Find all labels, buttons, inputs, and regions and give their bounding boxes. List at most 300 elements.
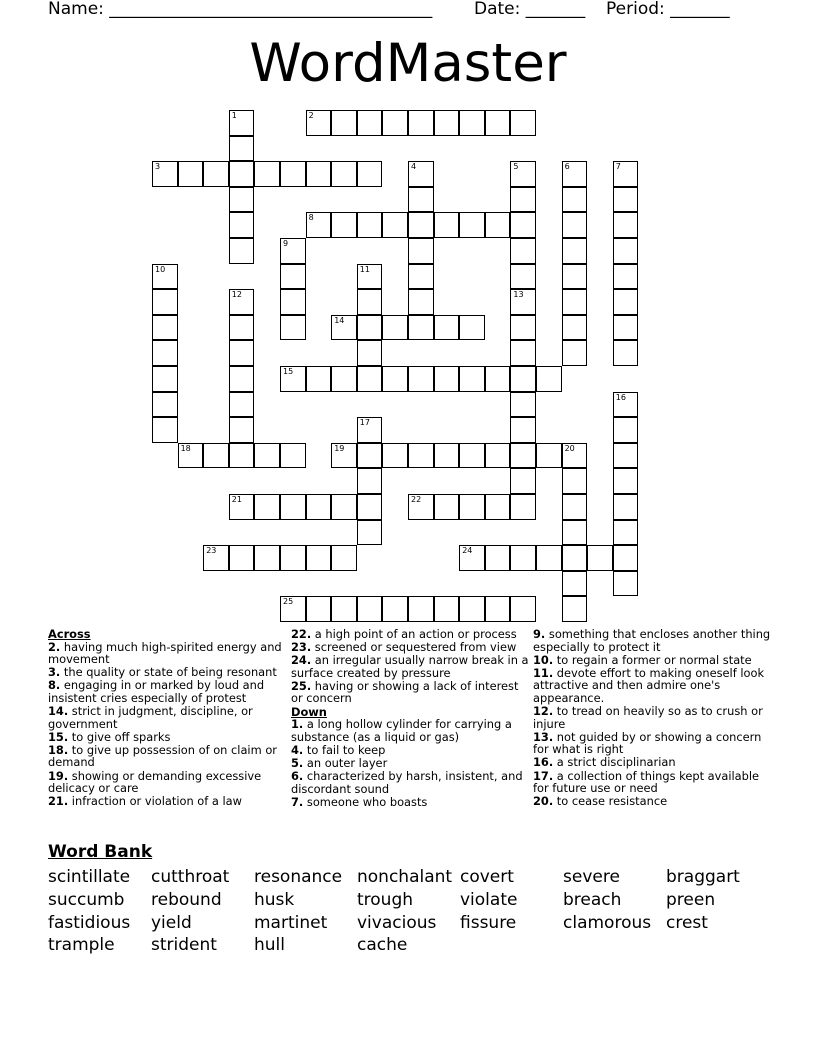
- clue-text: a collection of things kept available for future use or need: [533, 768, 760, 796]
- grid-cell[interactable]: [229, 289, 255, 315]
- grid-cell[interactable]: [562, 596, 588, 622]
- grid-cell[interactable]: [459, 596, 485, 622]
- grid-cell[interactable]: [331, 161, 357, 187]
- clue-text: devote effort to making oneself look attractive and then admire one's appearance.: [533, 665, 765, 705]
- grid-cell[interactable]: [562, 264, 588, 290]
- grid-cell[interactable]: [510, 315, 536, 341]
- clue-number-label: 4.: [291, 742, 304, 757]
- word-bank-item: scintillate: [48, 867, 131, 887]
- grid-cell[interactable]: [510, 340, 536, 366]
- grid-cell[interactable]: [562, 187, 588, 213]
- word-bank-item: rebound: [151, 889, 222, 910]
- clue-text: infraction or violation of a law: [68, 794, 242, 809]
- clue-number: 20: [564, 443, 575, 453]
- grid-cell[interactable]: [485, 443, 511, 469]
- clue-number-label: 13.: [533, 729, 554, 744]
- clue-text: something that encloses another thing especially to protect it: [533, 627, 771, 654]
- grid-cell[interactable]: [613, 289, 639, 315]
- grid-cell[interactable]: [357, 443, 383, 469]
- clue-number: 14: [334, 315, 345, 325]
- page-title: WordMaster: [249, 33, 567, 94]
- grid-cell[interactable]: [408, 264, 434, 290]
- clue-item: [291, 718, 531, 743]
- grid-cell[interactable]: [510, 366, 536, 392]
- period-field-label[interactable]: Period: _______: [606, 0, 730, 19]
- grid-cell[interactable]: [280, 494, 306, 520]
- word-bank-item: martinet: [254, 912, 328, 933]
- clue-number-label: 14.: [48, 704, 69, 719]
- grid-cell[interactable]: [408, 315, 434, 341]
- grid-cell[interactable]: [613, 417, 639, 443]
- word-bank-item: braggart: [666, 867, 740, 887]
- grid-cell[interactable]: [562, 468, 588, 494]
- clue-number: 6: [564, 162, 570, 172]
- grid-cell[interactable]: [357, 289, 383, 315]
- clue-item: [48, 641, 288, 666]
- grid-cell[interactable]: [408, 289, 434, 315]
- grid-cell[interactable]: [408, 187, 434, 213]
- clue-text: to regain a former or normal state: [553, 652, 752, 667]
- across-heading: Across: [48, 627, 91, 641]
- grid-cell[interactable]: [408, 596, 434, 622]
- clue-column-3: [533, 628, 773, 808]
- clue-text: screened or sequestered from view: [311, 640, 517, 655]
- clue-item: [533, 628, 773, 653]
- clue-text: to tread on heavily so as to crush or injure: [533, 704, 763, 731]
- grid-cell[interactable]: [613, 238, 639, 264]
- grid-cell[interactable]: [331, 443, 357, 469]
- clue-text: a long hollow cylinder for carrying a substance (as a liquid or gas): [291, 717, 512, 744]
- grid-cell[interactable]: [229, 161, 255, 187]
- grid-cell[interactable]: [357, 596, 383, 622]
- grid-cell[interactable]: [306, 596, 332, 622]
- clue-item: [291, 770, 531, 795]
- clue-number: 19: [334, 443, 345, 453]
- word-bank-item: trample: [48, 935, 115, 956]
- clue-item: [533, 705, 773, 730]
- grid-cell[interactable]: [434, 443, 460, 469]
- grid-cell[interactable]: [229, 110, 255, 136]
- grid-cell[interactable]: [229, 545, 255, 571]
- grid-cell[interactable]: [357, 315, 383, 341]
- clue-text: someone who boasts: [303, 794, 428, 809]
- clue-number-label: 11.: [533, 665, 554, 680]
- grid-cell[interactable]: [357, 212, 383, 238]
- clue-number-label: 21.: [48, 794, 69, 809]
- grid-cell[interactable]: [357, 417, 383, 443]
- grid-cell[interactable]: [536, 366, 562, 392]
- word-bank-item: severe: [563, 867, 620, 887]
- grid-cell[interactable]: [178, 443, 204, 469]
- grid-cell[interactable]: [280, 596, 306, 622]
- clue-item: [533, 756, 773, 769]
- clue-number-label: 22.: [291, 627, 312, 641]
- grid-cell[interactable]: [331, 315, 357, 341]
- clue-number: 12: [231, 290, 242, 300]
- grid-cell[interactable]: [280, 289, 306, 315]
- grid-cell[interactable]: [229, 136, 255, 162]
- grid-cell[interactable]: [229, 315, 255, 341]
- clue-number-label: 8.: [48, 678, 61, 693]
- grid-cell[interactable]: [613, 443, 639, 469]
- grid-cell[interactable]: [203, 161, 229, 187]
- word-bank-item: hull: [254, 935, 285, 956]
- grid-cell[interactable]: [203, 545, 229, 571]
- clue-item: [48, 731, 288, 744]
- grid-cell[interactable]: [331, 545, 357, 571]
- grid-cell[interactable]: [280, 315, 306, 341]
- clue-item: [48, 770, 288, 795]
- grid-cell[interactable]: [434, 596, 460, 622]
- clue-number-label: 16.: [533, 755, 554, 770]
- clue-item: [533, 731, 773, 756]
- clue-number-label: 6.: [291, 769, 304, 784]
- grid-cell[interactable]: [459, 110, 485, 136]
- grid-cell[interactable]: [613, 494, 639, 520]
- grid-cell[interactable]: [562, 238, 588, 264]
- grid-cell[interactable]: [562, 315, 588, 341]
- clue-number-label: 5.: [291, 755, 304, 770]
- grid-cell[interactable]: [382, 110, 408, 136]
- grid-cell[interactable]: [152, 161, 178, 187]
- clue-number-label: 9.: [533, 627, 546, 641]
- grid-cell[interactable]: [408, 161, 434, 187]
- word-bank-item: vivacious: [357, 912, 437, 933]
- grid-cell[interactable]: [562, 520, 588, 546]
- grid-cell[interactable]: [408, 366, 434, 392]
- grid-cell[interactable]: [152, 392, 178, 418]
- grid-cell[interactable]: [536, 545, 562, 571]
- grid-cell[interactable]: [510, 161, 536, 187]
- clue-text: a strict disciplinarian: [553, 755, 676, 770]
- grid-cell[interactable]: [613, 545, 639, 571]
- word-bank-item: nonchalant: [357, 867, 453, 887]
- grid-cell[interactable]: [306, 161, 332, 187]
- grid-cell[interactable]: [434, 494, 460, 520]
- clue-number-label: 15.: [48, 729, 69, 744]
- grid-cell[interactable]: [229, 340, 255, 366]
- grid-cell[interactable]: [562, 212, 588, 238]
- clue-text: to give off sparks: [68, 729, 171, 744]
- grid-cell[interactable]: [357, 366, 383, 392]
- grid-cell[interactable]: [280, 161, 306, 187]
- word-bank-item: crest: [666, 912, 708, 933]
- grid-cell[interactable]: [510, 289, 536, 315]
- grid-cell[interactable]: [382, 315, 408, 341]
- grid-cell[interactable]: [408, 494, 434, 520]
- clue-number-label: 1.: [291, 717, 304, 732]
- grid-cell[interactable]: [254, 545, 280, 571]
- grid-cell[interactable]: [485, 545, 511, 571]
- clue-number: 7: [615, 162, 621, 172]
- grid-cell[interactable]: [510, 238, 536, 264]
- grid-cell[interactable]: [510, 494, 536, 520]
- grid-cell[interactable]: [459, 494, 485, 520]
- grid-cell[interactable]: [229, 366, 255, 392]
- clue-number: 3: [155, 162, 161, 172]
- word-bank-item: preen: [666, 889, 716, 910]
- clue-text: to cease resistance: [553, 794, 668, 809]
- clue-number: 22: [411, 495, 422, 504]
- clue-text: strict in judgment, discipline, or government: [48, 704, 253, 731]
- clue-text: showing or demanding excessive delicacy or care: [48, 768, 262, 796]
- grid-cell[interactable]: [229, 212, 255, 238]
- grid-cell[interactable]: [229, 494, 255, 520]
- clue-text: engaging in or marked by loud and insistent cries especially of protest: [48, 678, 265, 705]
- clue-number: 25: [283, 597, 294, 607]
- grid-cell[interactable]: [562, 340, 588, 366]
- grid-cell[interactable]: [254, 161, 280, 187]
- grid-cell[interactable]: [357, 340, 383, 366]
- word-bank-item: resonance: [254, 867, 343, 887]
- grid-cell[interactable]: [613, 340, 639, 366]
- clue-number: 21: [231, 495, 242, 504]
- clue-column-1: [48, 628, 288, 808]
- clue-item: [291, 641, 531, 654]
- word-bank-title: Word Bank: [48, 842, 153, 862]
- grid-cell[interactable]: [152, 417, 178, 443]
- clue-number: 9: [283, 239, 289, 248]
- grid-cell[interactable]: [562, 289, 588, 315]
- clue-text: not guided by or showing a concern for what is right: [533, 729, 762, 757]
- clue-number: 13: [513, 290, 524, 300]
- grid-cell[interactable]: [331, 596, 357, 622]
- clue-number: 23: [206, 546, 217, 556]
- word-bank-item: fastidious: [48, 912, 131, 933]
- grid-cell[interactable]: [510, 264, 536, 290]
- clue-text: the quality or state of being resonant: [60, 665, 277, 680]
- clue-number: 5: [513, 162, 519, 172]
- clue-text: having or showing a lack of interest or concern: [291, 678, 519, 706]
- grid-cell[interactable]: [613, 264, 639, 290]
- grid-cell[interactable]: [510, 443, 536, 469]
- clue-text: characterized by harsh, insistent, and discordant sound: [291, 769, 523, 796]
- grid-cell[interactable]: [357, 264, 383, 290]
- grid-cell[interactable]: [536, 443, 562, 469]
- clue-item: [533, 667, 773, 705]
- grid-cell[interactable]: [229, 187, 255, 213]
- name-field-label[interactable]: Name: ______________________________________: [48, 0, 433, 19]
- clue-text: an outer layer: [303, 755, 388, 770]
- clue-text: an irregular usually narrow break in a surface created by pressure: [291, 653, 529, 680]
- clue-item: [291, 796, 531, 809]
- clue-item: [291, 744, 531, 757]
- grid-cell[interactable]: [382, 596, 408, 622]
- grid-cell[interactable]: [306, 494, 332, 520]
- clue-item: [48, 744, 288, 769]
- grid-cell[interactable]: [254, 443, 280, 469]
- grid-cell[interactable]: [152, 340, 178, 366]
- grid-cell[interactable]: [434, 212, 460, 238]
- clue-number-label: 24.: [291, 653, 312, 668]
- clue-number: 11: [359, 264, 370, 274]
- clue-item: [291, 680, 531, 705]
- clue-number-label: 20.: [533, 794, 554, 809]
- grid-cell[interactable]: [434, 110, 460, 136]
- word-bank-item: violate: [460, 889, 518, 910]
- clue-item: [291, 757, 531, 770]
- grid-cell[interactable]: [229, 443, 255, 469]
- grid-cell[interactable]: [203, 443, 229, 469]
- clue-number-label: 17.: [533, 768, 554, 783]
- word-bank-item: strident: [151, 935, 217, 956]
- grid-cell[interactable]: [408, 443, 434, 469]
- word-bank-item: cutthroat: [151, 867, 230, 887]
- grid-cell[interactable]: [382, 212, 408, 238]
- grid-cell[interactable]: [510, 392, 536, 418]
- grid-cell[interactable]: [280, 545, 306, 571]
- clue-number: 2: [308, 111, 314, 120]
- clue-item: [48, 679, 288, 704]
- grid-cell[interactable]: [510, 212, 536, 238]
- clue-number-label: 3.: [48, 665, 61, 680]
- grid-cell[interactable]: [510, 468, 536, 494]
- grid-cell[interactable]: [331, 366, 357, 392]
- grid-cell[interactable]: [306, 366, 332, 392]
- grid-cell[interactable]: [280, 238, 306, 264]
- grid-cell[interactable]: [510, 596, 536, 622]
- grid-cell[interactable]: [152, 289, 178, 315]
- clue-number-label: 2.: [48, 639, 61, 654]
- grid-cell[interactable]: [331, 110, 357, 136]
- grid-cell[interactable]: [152, 366, 178, 392]
- grid-cell[interactable]: [331, 494, 357, 520]
- clue-number: 15: [283, 367, 294, 376]
- grid-cell[interactable]: [459, 315, 485, 341]
- grid-cell[interactable]: [331, 212, 357, 238]
- grid-cell[interactable]: [613, 520, 639, 546]
- grid-cell[interactable]: [178, 161, 204, 187]
- grid-cell[interactable]: [459, 212, 485, 238]
- grid-cell[interactable]: [357, 494, 383, 520]
- clue-text: to give up possession of on claim or demand: [48, 742, 277, 770]
- clue-number: 24: [462, 546, 473, 556]
- grid-cell[interactable]: [613, 212, 639, 238]
- grid-cell[interactable]: [434, 315, 460, 341]
- clue-item: [48, 666, 288, 679]
- grid-cell[interactable]: [510, 110, 536, 136]
- clue-number-label: 10.: [533, 652, 554, 667]
- grid-cell[interactable]: [280, 264, 306, 290]
- grid-cell[interactable]: [613, 315, 639, 341]
- clue-number-label: 23.: [291, 640, 312, 655]
- date-field-label[interactable]: Date: _______: [474, 0, 586, 19]
- grid-cell[interactable]: [562, 443, 588, 469]
- clue-item: [533, 795, 773, 808]
- word-bank-item: fissure: [460, 912, 517, 933]
- word-bank-item: succumb: [48, 889, 125, 910]
- grid-cell[interactable]: [613, 161, 639, 187]
- grid-cell[interactable]: [485, 212, 511, 238]
- grid-cell[interactable]: [485, 110, 511, 136]
- grid-cell[interactable]: [357, 161, 383, 187]
- grid-cell[interactable]: [510, 417, 536, 443]
- grid-cell[interactable]: [587, 545, 613, 571]
- grid-cell[interactable]: [613, 571, 639, 597]
- grid-cell[interactable]: [613, 187, 639, 213]
- grid-cell[interactable]: [459, 545, 485, 571]
- grid-cell[interactable]: [485, 366, 511, 392]
- word-bank-item: yield: [151, 912, 192, 933]
- grid-cell[interactable]: [510, 545, 536, 571]
- grid-cell[interactable]: [306, 110, 332, 136]
- grid-cell[interactable]: [408, 212, 434, 238]
- clue-item: [533, 654, 773, 667]
- grid-cell[interactable]: [280, 443, 306, 469]
- grid-cell[interactable]: [229, 392, 255, 418]
- word-bank-item: trough: [357, 889, 414, 910]
- word-bank-item: breach: [563, 889, 622, 910]
- grid-cell[interactable]: [280, 366, 306, 392]
- grid-cell[interactable]: [485, 596, 511, 622]
- clue-column-2: [291, 628, 531, 809]
- grid-cell[interactable]: [510, 187, 536, 213]
- grid-cell[interactable]: [562, 161, 588, 187]
- clue-item: [291, 628, 531, 641]
- clue-text: a high point of an action or process: [311, 627, 517, 641]
- word-bank-item: covert: [460, 867, 514, 887]
- grid-cell[interactable]: [306, 212, 332, 238]
- header-line: [48, 0, 768, 21]
- grid-cell[interactable]: [229, 238, 255, 264]
- clue-text: to fail to keep: [303, 742, 386, 757]
- clue-number: 8: [308, 213, 314, 223]
- clue-item: [48, 795, 288, 808]
- grid-cell[interactable]: [485, 494, 511, 520]
- clue-number: 10: [155, 264, 166, 274]
- grid-cell[interactable]: [562, 571, 588, 597]
- grid-cell[interactable]: [408, 110, 434, 136]
- grid-cell[interactable]: [152, 315, 178, 341]
- grid-cell[interactable]: [152, 264, 178, 290]
- clue-number: 4: [411, 162, 417, 172]
- grid-cell[interactable]: [382, 443, 408, 469]
- grid-cell[interactable]: [459, 443, 485, 469]
- grid-cell[interactable]: [254, 494, 280, 520]
- grid-cell[interactable]: [613, 392, 639, 418]
- clue-item: [291, 654, 531, 679]
- grid-cell[interactable]: [382, 366, 408, 392]
- grid-cell[interactable]: [306, 545, 332, 571]
- clue-number-label: 19.: [48, 768, 69, 783]
- clue-number: 1: [231, 111, 237, 120]
- grid-cell[interactable]: [459, 366, 485, 392]
- clue-number: 18: [180, 443, 191, 453]
- clue-number-label: 7.: [291, 794, 304, 809]
- grid-cell[interactable]: [408, 238, 434, 264]
- clue-number-label: 18.: [48, 742, 69, 757]
- grid-cell[interactable]: [357, 110, 383, 136]
- grid-cell[interactable]: [562, 545, 588, 571]
- clue-item: [533, 770, 773, 795]
- grid-cell[interactable]: [357, 468, 383, 494]
- word-bank-item: clamorous: [563, 912, 652, 933]
- clue-number-label: 12.: [533, 704, 554, 719]
- clue-number-label: 25.: [291, 678, 312, 693]
- grid-cell[interactable]: [434, 366, 460, 392]
- clue-number: 17: [359, 418, 370, 428]
- grid-cell[interactable]: [229, 417, 255, 443]
- clue-text: having much high-spirited energy and movement: [48, 639, 282, 667]
- grid-cell[interactable]: [357, 520, 383, 546]
- grid-cell[interactable]: [613, 468, 639, 494]
- clue-number: 16: [615, 392, 626, 402]
- grid-cell[interactable]: [562, 494, 588, 520]
- down-heading: Down: [291, 704, 327, 719]
- word-bank-item: cache: [357, 935, 408, 956]
- clue-item: [48, 705, 288, 730]
- word-bank-item: husk: [254, 889, 295, 910]
